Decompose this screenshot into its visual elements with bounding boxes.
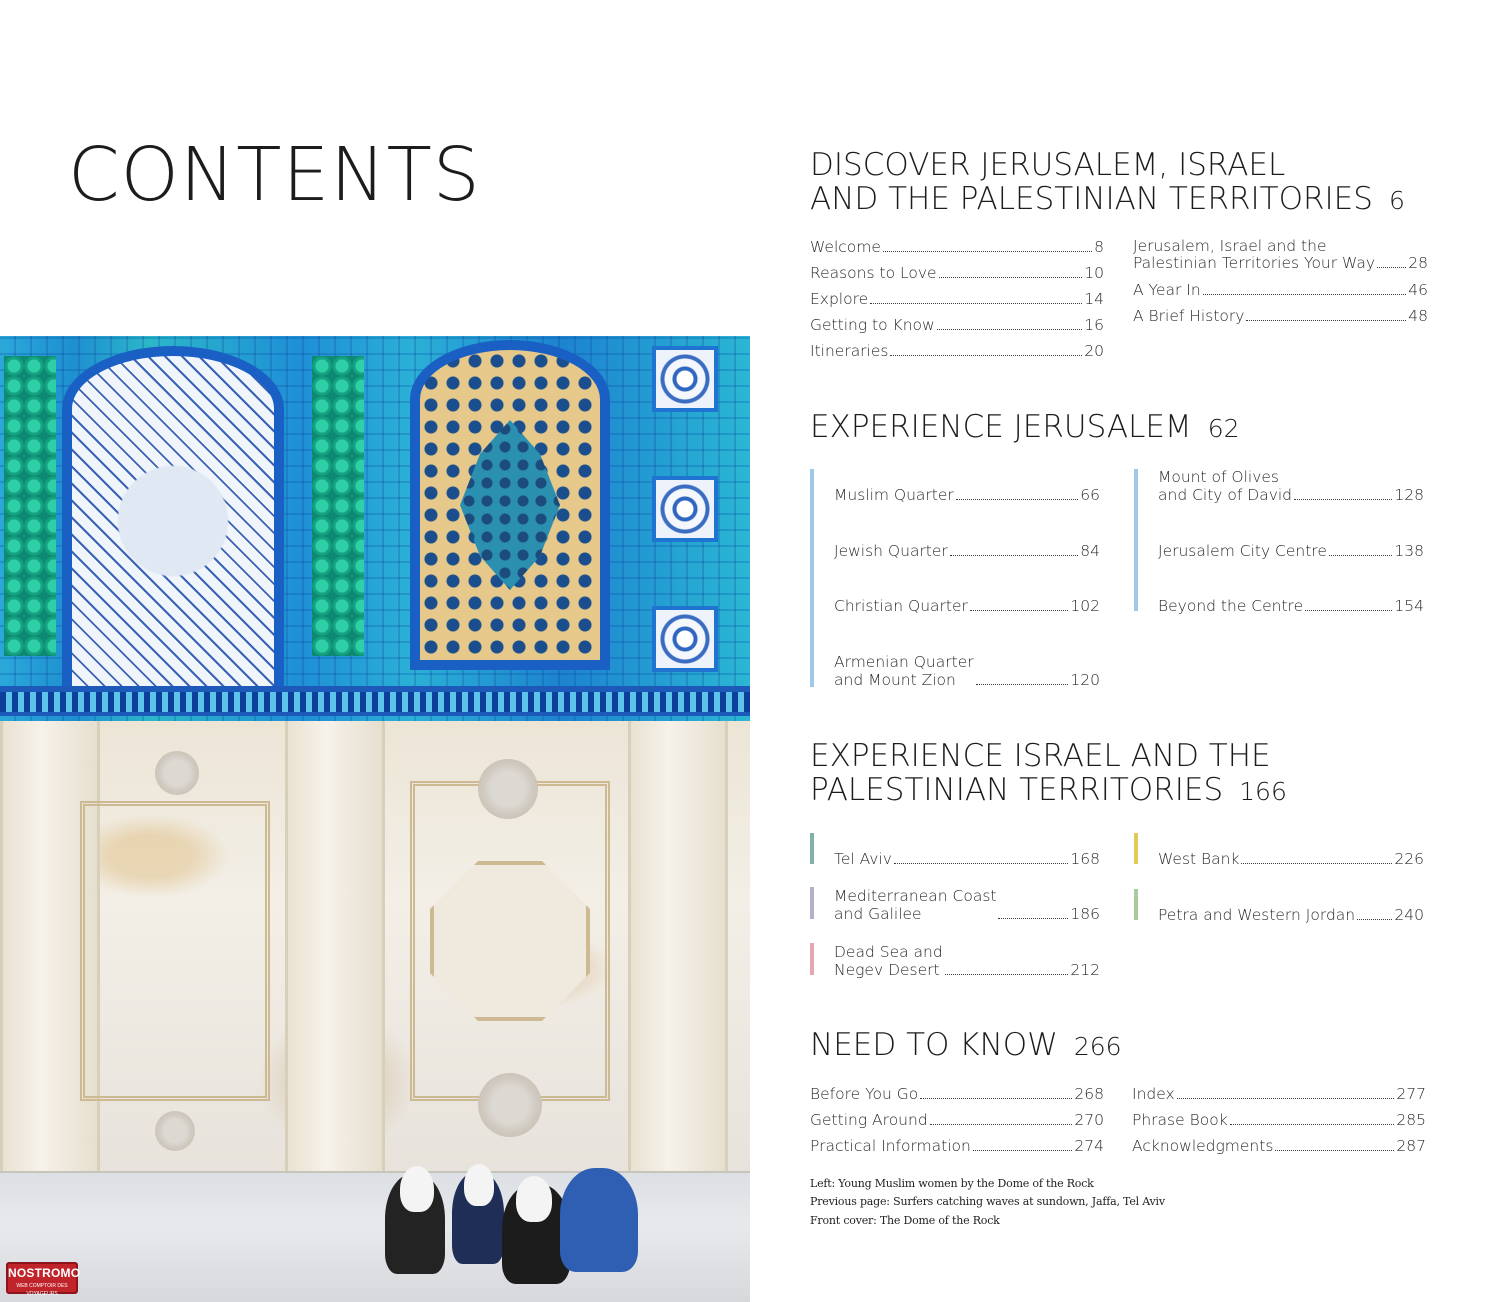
lattice-window: [410, 340, 610, 670]
toc-entry[interactable]: Mediterranean Coast and Galilee 186: [834, 887, 1100, 923]
toc-entry[interactable]: Armenian Quarter and Mount Zion 120: [834, 653, 1100, 689]
region-color-bar: [1134, 889, 1138, 920]
photo-caption: Previous page: Surfers catching waves at sundown, Jaffa, Tel Aviv: [810, 1195, 1165, 1208]
toc-entry[interactable]: Jewish Quarter 84: [834, 542, 1100, 560]
photo-caption: Front cover: The Dome of the Rock: [810, 1214, 1000, 1227]
region-color-bar: [1134, 469, 1138, 611]
toc-entry[interactable]: Jerusalem City Centre 138: [1158, 542, 1424, 560]
table-of-contents: [810, 0, 1450, 1302]
region-color-bar: [810, 469, 814, 687]
marble-wall: [0, 721, 750, 1171]
toc-entry[interactable]: Getting to Know 16: [810, 316, 1104, 334]
toc-entry[interactable]: Explore 14: [810, 290, 1104, 308]
toc-entry[interactable]: Beyond the Centre 154: [1158, 597, 1424, 615]
section-title-discover: DISCOVER JERUSALEM, ISRAEL AND THE PALESTINIAN TERRITORIES 6: [810, 147, 1405, 217]
toc-entry[interactable]: A Brief History 48: [1133, 307, 1428, 325]
tile-facade: [0, 336, 750, 721]
toc-entry[interactable]: Welcome 8: [810, 238, 1104, 256]
dome-of-the-rock-photo: [0, 336, 750, 1302]
page-title: CONTENTS: [68, 132, 481, 218]
seated-woman: [560, 1168, 638, 1272]
toc-entry[interactable]: Muslim Quarter 66: [834, 486, 1100, 504]
toc-entry[interactable]: Petra and Western Jordan 240: [1158, 906, 1424, 924]
photo-caption: Left: Young Muslim women by the Dome of the Rock: [810, 1177, 1094, 1190]
toc-entry[interactable]: Acknowledgments 287: [1132, 1137, 1426, 1155]
logo-tagline: WEB COMPTOIR DES VOYAGEURS: [16, 1283, 68, 1297]
toc-entry[interactable]: Dead Sea and Negev Desert 212: [834, 943, 1100, 979]
toc-entry[interactable]: A Year In 46: [1133, 281, 1428, 299]
toc-entry[interactable]: Before You Go 268: [810, 1085, 1104, 1103]
section-page-number: 62: [1207, 414, 1240, 443]
nostromo-logo: [6, 1262, 81, 1297]
region-color-bar: [810, 833, 814, 864]
section-title-israel: EXPERIENCE ISRAEL AND THE PALESTINIAN TERRITORIES 166: [810, 738, 1287, 808]
region-color-bar: [810, 943, 814, 975]
logo-name: NOSTROMO: [8, 1266, 81, 1280]
toc-entry[interactable]: Itineraries 20: [810, 342, 1104, 360]
region-color-bar: [810, 887, 814, 919]
section-page-number: 6: [1388, 186, 1405, 215]
section-page-number: 166: [1239, 777, 1287, 806]
toc-entry[interactable]: Practical Information 274: [810, 1137, 1104, 1155]
section-title-need-to-know: NEED TO KNOW 266: [810, 1027, 1122, 1063]
toc-entry[interactable]: Jerusalem, Israel and the Palestinian Territories Your Way 28: [1133, 237, 1428, 272]
toc-entry[interactable]: Reasons to Love 10: [810, 264, 1104, 282]
toc-entry[interactable]: West Bank 226: [1158, 850, 1424, 868]
toc-entry[interactable]: Mount of Olives and City of David 128: [1158, 468, 1424, 504]
toc-entry[interactable]: Index 277: [1132, 1085, 1426, 1103]
toc-entry[interactable]: Tel Aviv 168: [834, 850, 1100, 868]
toc-entry[interactable]: Getting Around 270: [810, 1111, 1104, 1129]
section-title-jerusalem: EXPERIENCE JERUSALEM 62: [810, 409, 1240, 445]
region-color-bar: [1134, 833, 1138, 864]
toc-entry[interactable]: Phrase Book 285: [1132, 1111, 1426, 1129]
section-page-number: 266: [1073, 1032, 1122, 1061]
tiled-arch: [62, 346, 284, 696]
toc-entry[interactable]: Christian Quarter 102: [834, 597, 1100, 615]
